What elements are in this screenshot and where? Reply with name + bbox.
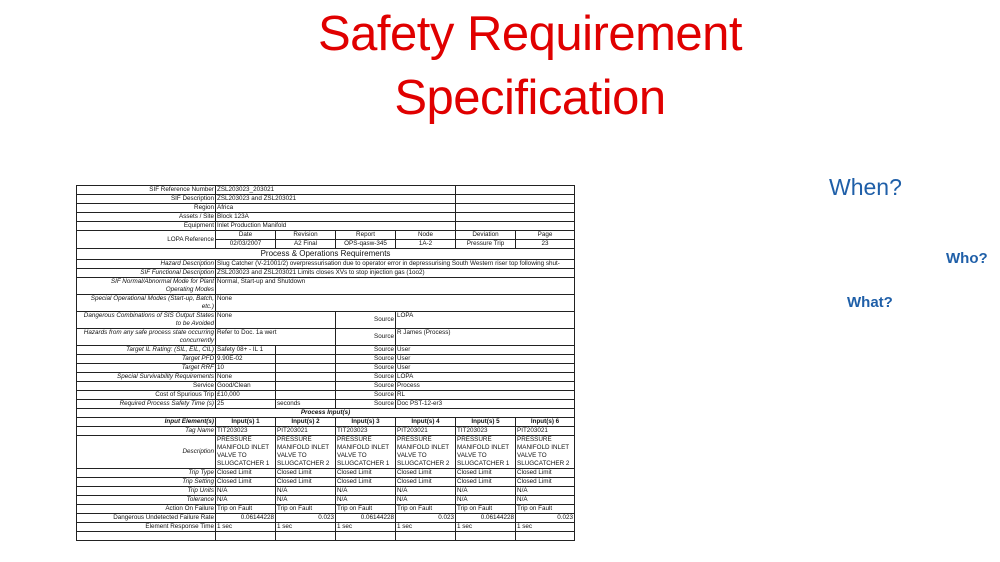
req-source-label: Source (336, 355, 396, 364)
hazards-source: R James (Process) (396, 329, 575, 346)
action-cell: Trip on Fault (396, 505, 456, 514)
input-header: Input(s) 3 (336, 418, 396, 427)
desc-line: PRESSURE (517, 436, 552, 443)
dangerous-label-line1: Dangerous Combinations of SIS Output States (83, 312, 214, 319)
blank-cell (456, 204, 575, 213)
modes-label-line2: Operating Modes (165, 286, 214, 293)
tag-cell: TIT203023 (336, 427, 396, 436)
tolerance-label: Tolerance (77, 496, 216, 505)
req-label: Required Process Safety Time (s) (77, 400, 216, 409)
tag-row (77, 427, 575, 436)
hazards-value: Refer to Doc. 1a wert (216, 329, 336, 346)
req-value: Safety 08+ - IL 1 (216, 346, 276, 355)
req-source: User (396, 364, 575, 373)
equipment-row (77, 222, 575, 231)
trip-units-row (77, 487, 575, 496)
ert-cell: 1 sec (516, 523, 575, 532)
when-label: When? (829, 174, 902, 200)
hazards-label-line2: concurrently (179, 337, 214, 344)
tolerance-cell: N/A (276, 496, 336, 505)
blank-cell (456, 213, 575, 222)
req-row (77, 364, 575, 373)
req-source-label: Source (336, 382, 396, 391)
blank-cell (456, 195, 575, 204)
desc-line: VALVE TO (217, 452, 247, 459)
section-process-inputs: Process Input(s) (77, 409, 575, 418)
tag-cell: PIT203021 (276, 427, 336, 436)
lopa-page: 23 (516, 240, 575, 249)
trip-type-row (77, 469, 575, 478)
ert-row (77, 523, 575, 532)
req-extra (276, 373, 336, 382)
tag-cell: TIT203023 (216, 427, 276, 436)
description-cell (396, 436, 456, 469)
ert-cell: 1 sec (216, 523, 276, 532)
req-value: £10,000 (216, 391, 276, 400)
cut-off-cell (396, 532, 456, 541)
req-label: Cost of Spurious Trip (77, 391, 216, 400)
lopa-report: OPS-qasw-345 (336, 240, 396, 249)
dufr-cell: 0.023 (276, 514, 336, 523)
input-header-row (77, 418, 575, 427)
dangerous-row (77, 312, 575, 329)
dangerous-source: LOPA (396, 312, 575, 329)
tag-label: Tag Name (77, 427, 216, 436)
tolerance-cell: N/A (456, 496, 516, 505)
hazards-row (77, 329, 575, 346)
sif-ref-row (77, 186, 575, 195)
what-label: What? (847, 294, 893, 311)
dufr-cell: 0.06144228 (336, 514, 396, 523)
cut-off-cell (216, 532, 276, 541)
modes-row (77, 278, 575, 295)
hazard-row (77, 260, 575, 269)
req-source-label: Source (336, 346, 396, 355)
req-source-label: Source (336, 400, 396, 409)
lopa-header-date: Date (216, 231, 276, 240)
section-process-operations: Process & Operations Requirements (77, 249, 575, 260)
desc-line: MANIFOLD INLET (517, 444, 570, 451)
lopa-revision: A2 Final (276, 240, 336, 249)
trip-setting-row (77, 478, 575, 487)
trip-type-cell: Closed Limit (276, 469, 336, 478)
req-label: Target PFD (77, 355, 216, 364)
cut-off-row (77, 532, 575, 541)
req-source-label: Source (336, 364, 396, 373)
trip-units-label: Trip Units (77, 487, 216, 496)
input-header: Input(s) 6 (516, 418, 575, 427)
blank-cell (456, 222, 575, 231)
req-label: Target IL Rating: (SIL, EIL, CIL) (77, 346, 216, 355)
desc-line: VALVE TO (397, 452, 427, 459)
trip-type-label: Trip Type (77, 469, 216, 478)
special-value: None (216, 295, 575, 312)
action-row (77, 505, 575, 514)
hazards-source-label: Source (336, 329, 396, 346)
req-label: Service (77, 382, 216, 391)
action-cell: Trip on Fault (276, 505, 336, 514)
sif-ref-value: ZSL203023_203021 (216, 186, 456, 195)
hazard-label: Hazard Description (77, 260, 216, 269)
tolerance-cell: N/A (516, 496, 575, 505)
action-cell: Trip on Fault (516, 505, 575, 514)
trip-type-cell: Closed Limit (396, 469, 456, 478)
req-row (77, 346, 575, 355)
dufr-cell: 0.023 (516, 514, 575, 523)
cut-off-cell (456, 532, 516, 541)
req-value: Good/Clean (216, 382, 276, 391)
section-heading-row (77, 249, 575, 260)
req-label: Special Survivability Requirements (77, 373, 216, 382)
region-value: Africa (216, 204, 456, 213)
trip-setting-cell: Closed Limit (216, 478, 276, 487)
srs-document-image (76, 185, 576, 557)
dangerous-label (77, 312, 216, 329)
sif-ref-label: SIF Reference Number (77, 186, 216, 195)
req-value: None (216, 373, 276, 382)
trip-units-cell: N/A (396, 487, 456, 496)
req-extra (276, 382, 336, 391)
ert-cell: 1 sec (396, 523, 456, 532)
req-source: LOPA (396, 373, 575, 382)
special-label (77, 295, 216, 312)
trip-units-cell: N/A (216, 487, 276, 496)
desc-line: SLUGCATCHER 2 (277, 460, 330, 467)
desc-line: PRESSURE (277, 436, 312, 443)
desc-line: SLUGCATCHER 1 (217, 460, 270, 467)
func-row (77, 269, 575, 278)
region-row (77, 204, 575, 213)
tolerance-row (77, 496, 575, 505)
description-label: Description (77, 436, 216, 469)
blank-cell (456, 186, 575, 195)
input-header: Input(s) 2 (276, 418, 336, 427)
modes-value: Normal, Start-up and Shutdown (216, 278, 575, 295)
input-header: Input(s) 5 (456, 418, 516, 427)
req-label: Target RRF (77, 364, 216, 373)
req-source-label: Source (336, 373, 396, 382)
equipment-value: Inlet Production Manifold (216, 222, 456, 231)
desc-line: MANIFOLD INLET (397, 444, 450, 451)
desc-line: MANIFOLD INLET (217, 444, 270, 451)
trip-units-cell: N/A (276, 487, 336, 496)
assets-row (77, 213, 575, 222)
sif-desc-value: ZSL203023 and ZSL203021 (216, 195, 456, 204)
desc-line: VALVE TO (457, 452, 487, 459)
assets-value: Block 123A (216, 213, 456, 222)
req-source: RL (396, 391, 575, 400)
modes-label (77, 278, 216, 295)
action-label: Action On Failure (77, 505, 216, 514)
lopa-label: LOPA Reference (77, 231, 216, 249)
req-extra (276, 346, 336, 355)
cut-off-cell (336, 532, 396, 541)
trip-type-cell: Closed Limit (516, 469, 575, 478)
dangerous-value: None (216, 312, 336, 329)
func-value: ZSL203023 and ZSL203021 Limits closes XVs to stop injection gas (1oo2) (216, 269, 575, 278)
ert-label: Element Response Time (77, 523, 216, 532)
desc-line: PRESSURE (217, 436, 252, 443)
lopa-header-row (77, 231, 575, 240)
hazards-label-line1: Hazards from any safe process state occurring (83, 329, 214, 336)
req-source: Process (396, 382, 575, 391)
desc-line: VALVE TO (277, 452, 307, 459)
dufr-cell: 0.023 (396, 514, 456, 523)
req-row (77, 391, 575, 400)
sif-desc-row (77, 195, 575, 204)
tolerance-cell: N/A (216, 496, 276, 505)
dangerous-source-label: Source (336, 312, 396, 329)
assets-label: Assets / Site (77, 213, 216, 222)
req-extra: seconds (276, 400, 336, 409)
tolerance-cell: N/A (396, 496, 456, 505)
req-extra (276, 364, 336, 373)
desc-line: PRESSURE (457, 436, 492, 443)
cut-off-cell (516, 532, 575, 541)
tag-cell: PIT203021 (516, 427, 575, 436)
hazard-value: Slug Catcher (V-21001/2) overpressurisation due to operator error in depressurising South Western riser top following shut- (216, 260, 575, 269)
req-row (77, 373, 575, 382)
input-header: Input(s) 1 (216, 418, 276, 427)
input-header: Input(s) 4 (396, 418, 456, 427)
req-source: User (396, 355, 575, 364)
trip-setting-cell: Closed Limit (456, 478, 516, 487)
description-cell (276, 436, 336, 469)
trip-setting-cell: Closed Limit (276, 478, 336, 487)
tag-cell: PIT203021 (396, 427, 456, 436)
req-row (77, 355, 575, 364)
srs-table (76, 185, 575, 541)
trip-units-cell: N/A (516, 487, 575, 496)
ert-cell: 1 sec (276, 523, 336, 532)
desc-line: SLUGCATCHER 2 (397, 460, 450, 467)
req-extra (276, 355, 336, 364)
special-label-line2: etc.) (201, 303, 214, 310)
description-row (77, 436, 575, 469)
description-cell (216, 436, 276, 469)
trip-type-cell: Closed Limit (216, 469, 276, 478)
sif-desc-label: SIF Description (77, 195, 216, 204)
action-cell: Trip on Fault (216, 505, 276, 514)
req-source: User (396, 346, 575, 355)
slide-title-line2: Specification (394, 71, 666, 125)
req-value: 25 (216, 400, 276, 409)
func-label: SIF Functional Description (77, 269, 216, 278)
desc-line: PRESSURE (397, 436, 432, 443)
cut-off-cell (276, 532, 336, 541)
lopa-node: 1A-2 (396, 240, 456, 249)
trip-units-cell: N/A (456, 487, 516, 496)
lopa-date: 02/03/2007 (216, 240, 276, 249)
description-cell (336, 436, 396, 469)
dufr-row (77, 514, 575, 523)
desc-line: SLUGCATCHER 2 (517, 460, 570, 467)
desc-line: PRESSURE (337, 436, 372, 443)
tolerance-cell: N/A (336, 496, 396, 505)
lopa-header-report: Report (336, 231, 396, 240)
lopa-header-node: Node (396, 231, 456, 240)
cut-off-cell (77, 532, 216, 541)
lopa-header-page: Page (516, 231, 575, 240)
lopa-header-deviation: Deviation (456, 231, 516, 240)
trip-setting-label: Trip Setting (77, 478, 216, 487)
trip-setting-cell: Closed Limit (336, 478, 396, 487)
desc-line: MANIFOLD INLET (277, 444, 330, 451)
input-element-label: Input Element(s) (77, 418, 216, 427)
ert-cell: 1 sec (456, 523, 516, 532)
req-row (77, 382, 575, 391)
req-row (77, 400, 575, 409)
dufr-cell: 0.06144228 (216, 514, 276, 523)
desc-line: MANIFOLD INLET (457, 444, 510, 451)
equipment-label: Equipment (77, 222, 216, 231)
special-label-line1: Special Operational Modes (Start-up, Batch, (90, 295, 214, 302)
action-cell: Trip on Fault (456, 505, 516, 514)
ert-cell: 1 sec (336, 523, 396, 532)
who-label: Who? (946, 250, 988, 267)
desc-line: VALVE TO (337, 452, 367, 459)
desc-line: VALVE TO (517, 452, 547, 459)
tag-cell: TIT203023 (456, 427, 516, 436)
dufr-cell: 0.06144228 (456, 514, 516, 523)
desc-line: SLUGCATCHER 1 (337, 460, 390, 467)
dufr-label: Dangerous Undetected Failure Rate (77, 514, 216, 523)
slide-title-line1: Safety Requirement (317, 7, 743, 61)
special-row (77, 295, 575, 312)
lopa-deviation: Pressure Trip (456, 240, 516, 249)
section-heading-row (77, 409, 575, 418)
req-source: Doc PST-12-er3 (396, 400, 575, 409)
trip-type-cell: Closed Limit (456, 469, 516, 478)
trip-setting-cell: Closed Limit (396, 478, 456, 487)
dangerous-label-line2: to be Avoided (175, 320, 214, 327)
modes-label-line1: SIF Normal/Abnormal Mode for Plant (110, 278, 214, 285)
lopa-header-revision: Revision (276, 231, 336, 240)
desc-line: SLUGCATCHER 1 (457, 460, 510, 467)
action-cell: Trip on Fault (336, 505, 396, 514)
region-label: Region (77, 204, 216, 213)
req-source-label: Source (336, 391, 396, 400)
desc-line: MANIFOLD INLET (337, 444, 390, 451)
req-value: 10 (216, 364, 276, 373)
description-cell (456, 436, 516, 469)
description-cell (516, 436, 575, 469)
hazards-label (77, 329, 216, 346)
trip-units-cell: N/A (336, 487, 396, 496)
req-extra (276, 391, 336, 400)
req-value: 9.90E-02 (216, 355, 276, 364)
trip-type-cell: Closed Limit (336, 469, 396, 478)
trip-setting-cell: Closed Limit (516, 478, 575, 487)
